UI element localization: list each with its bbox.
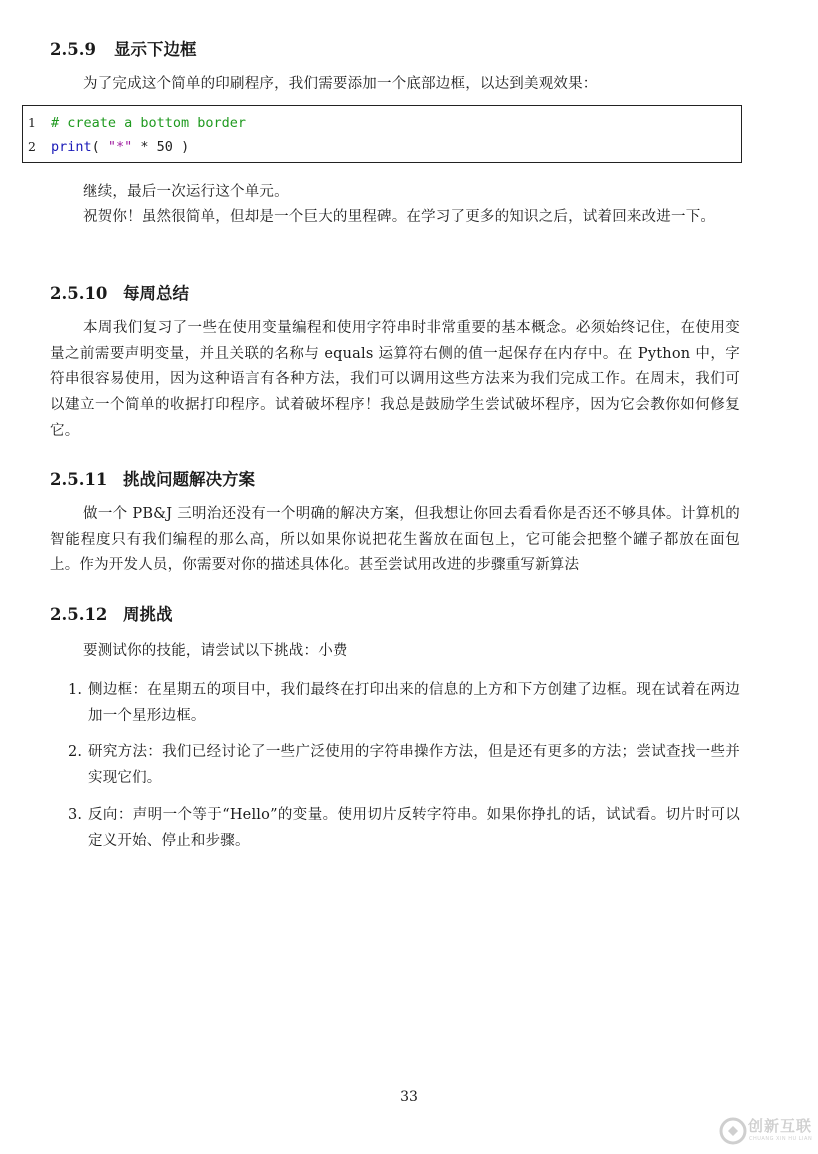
code-block xyxy=(22,105,742,163)
list-item-text: 反向：声明一个等于“Hello”的变量。使用切片反转字符串。如果你挣扎的话，试试看。切片时可以定义开始、停止和步骤。 xyxy=(88,806,740,849)
watermark-brand: 创新互联 xyxy=(748,1117,813,1135)
list-marker: 3. xyxy=(68,806,83,823)
code-comment: # create a bottom border xyxy=(51,115,247,131)
section-title: 周挑战 xyxy=(123,605,173,624)
section-heading-2-5-12 xyxy=(50,605,173,625)
section-heading-2-5-9 xyxy=(50,40,197,60)
code-paren: ( xyxy=(91,139,108,155)
line-number: 1 xyxy=(28,115,36,130)
section-heading-2-5-10 xyxy=(50,284,189,304)
list-item-text: 侧边框：在星期五的项目中，我们最终在打印出来的信息的上方和下方创建了边框。现在试着在两边加一个星形边框。 xyxy=(88,682,740,724)
code-line-1 xyxy=(23,111,246,135)
section-title: 挑战问题解决方案 xyxy=(123,470,255,489)
paragraph-congrats: 祝贺你！虽然很简单，但却是一个巨大的里程碑。在学习了更多的知识之后，试着回来改进一下。 xyxy=(83,209,716,225)
list-marker: 2. xyxy=(68,744,83,761)
code-function: print xyxy=(51,139,92,155)
paragraph-intro: 为了完成这个简单的印刷程序，我们需要添加一个底部边框，以达到美观效果： xyxy=(83,76,598,92)
code-string: "*" xyxy=(107,139,133,155)
section-number: 2.5.12 xyxy=(50,605,108,624)
list-item xyxy=(50,678,740,729)
list-marker: 1. xyxy=(68,682,83,698)
page-number: 33 xyxy=(400,1089,418,1105)
section-heading-2-5-11 xyxy=(50,470,255,490)
list-item xyxy=(50,740,740,791)
paragraph-continue: 继续，最后一次运行这个单元。 xyxy=(83,184,289,200)
section-title: 每周总结 xyxy=(123,284,189,303)
section-number: 2.5.11 xyxy=(50,470,108,489)
paragraph-challenge-intro: 要测试你的技能，请尝试以下挑战：小费 xyxy=(83,643,348,659)
list-item-text: 研究方法：我们已经讨论了一些广泛使用的字符串操作方法，但是还有更多的方法；尝试查找一些并实现它们。 xyxy=(88,744,740,787)
watermark-logo xyxy=(716,1110,816,1152)
list-item xyxy=(50,803,740,854)
section-number: 2.5.9 xyxy=(50,40,96,59)
watermark-subtitle: CHUANG XIN HU LIAN xyxy=(749,1136,813,1142)
code-expression: * 50 ) xyxy=(132,139,190,155)
paragraph-summary: 本周我们复习了一些在使用变量编程和使用字符串时非常重要的基本概念。必须始终记住，在使用变量之前需要声明变量，并且关联的名称与 equals 运算符右侧的值一起保存在内存中。在 Python 中，字符串很容易使用，因为这种语言有各种方法，我们可以调用这些方法来为我们完成工作。在周末，我们可以建立一个简单的收据打印程序。试着破坏程序！我总是鼓励学生尝试破坏程序，因为它会教你如何修复它。 xyxy=(50,320,740,439)
section-number: 2.5.10 xyxy=(50,284,108,303)
challenge-list xyxy=(50,678,740,865)
code-line-2 xyxy=(23,135,189,159)
line-number: 2 xyxy=(28,139,36,154)
paragraph-challenge-solution: 做一个 PB&J 三明治还没有一个明确的解决方案，但我想让你回去看看你是否还不够具体。计算机的智能程度只有我们编程的那么高，所以如果你说把花生酱放在面包上，它可能会把整个罐子都放在面包上。作为开发人员，你需要对你的描述具体化。甚至尝试用改进的步骤重写新算法 xyxy=(50,506,740,574)
section-title: 显示下边框 xyxy=(114,40,197,59)
logo-icon xyxy=(718,1116,748,1146)
